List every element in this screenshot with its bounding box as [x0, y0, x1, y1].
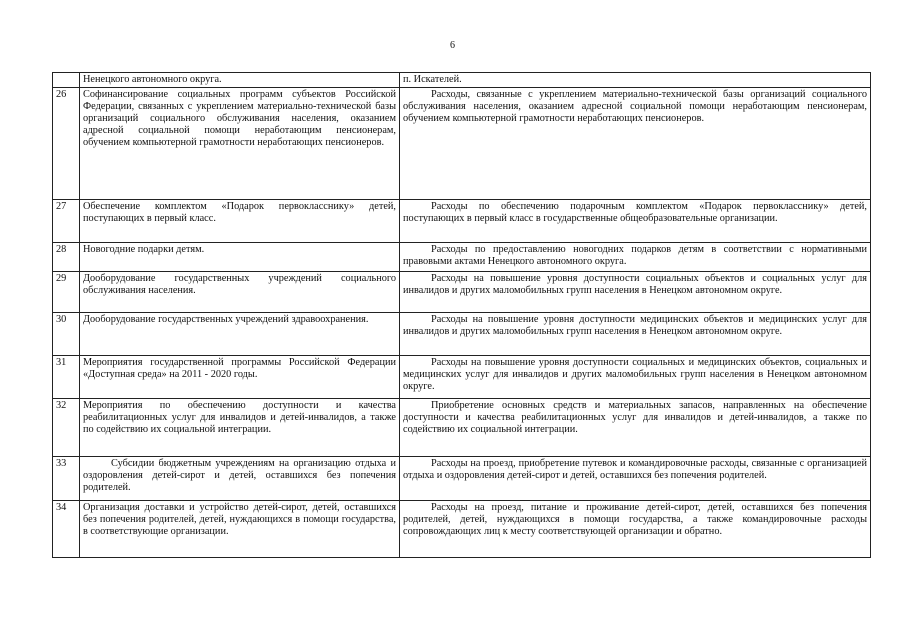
row-number: 30	[53, 313, 80, 356]
row-name: Обеспечение комплектом «Подарок первокласснику» детей, поступающих в первый класс.	[80, 200, 400, 243]
row-description: Расходы по предоставлению новогодних подарков детям в соответствии с нормативными правовыми актами Ненецкого автономного округа.	[400, 243, 871, 272]
row-name: Новогодние подарки детям.	[80, 243, 400, 272]
row-number: 32	[53, 399, 80, 457]
row-name: Ненецкого автономного округа.	[80, 73, 400, 88]
row-description: п. Искателей.	[400, 73, 871, 88]
row-description: Расходы по обеспечению подарочным комплектом «Подарок первокласснику» детей, поступающих в первый класс в государственные общеобразовательные организации.	[400, 200, 871, 243]
table-row	[53, 313, 871, 356]
row-number: 31	[53, 356, 80, 399]
table-row	[53, 399, 871, 457]
table-row	[53, 73, 871, 88]
row-description: Расходы, связанные с укреплением материально-технической базы организаций социального обслуживания населения, оказанием адресной социальной помощи неработающим пенсионерам, обучением компьютерной грамотности неработающих пенсионеров.	[400, 88, 871, 200]
table-row	[53, 457, 871, 501]
row-name: Софинансирование социальных программ субъектов Российской Федерации, связанных с укреплением материально-технической базы организаций социального обслуживания населения, оказанием адресной социальной помощи неработающим пенсионерам, обучением компьютерной грамотности неработающих пенсионеров.	[80, 88, 400, 200]
row-number: 33	[53, 457, 80, 501]
row-description: Расходы на повышение уровня доступности социальных объектов и социальных услуг для инвалидов и других маломобильных групп населения в Ненецком автономном округе.	[400, 272, 871, 313]
row-number: 29	[53, 272, 80, 313]
row-name: Дооборудование государственных учреждений здравоохранения.	[80, 313, 400, 356]
row-description: Приобретение основных средств и материальных запасов, направленных на обеспечение доступности и качества реабилитационных услуг для инвалидов и детей-инвалидов, а также по содействию их социальной интеграции.	[400, 399, 871, 457]
expenses-table	[52, 72, 871, 558]
row-name: Мероприятия государственной программы Российской Федерации «Доступная среда» на 2011 - 2020 годы.	[80, 356, 400, 399]
row-number: 34	[53, 501, 80, 558]
row-description: Расходы на проезд, приобретение путевок и командировочные расходы, связанные с организацией отдыха и оздоровления детей-сирот и детей, оставшихся без попечения родителей.	[400, 457, 871, 501]
table-row	[53, 243, 871, 272]
row-number: 26	[53, 88, 80, 200]
row-number	[53, 73, 80, 88]
row-name: Субсидии бюджетным учреждениям на организацию отдыха и оздоровления детей-сирот и детей, оставшихся без попечения родителей.	[80, 457, 400, 501]
table-row	[53, 200, 871, 243]
row-name: Дооборудование государственных учреждений социального обслуживания населения.	[80, 272, 400, 313]
row-description: Расходы на повышение уровня доступности медицинских объектов и медицинских услуг для инвалидов и других маломобильных групп населения в Ненецком автономном округе.	[400, 313, 871, 356]
row-description: Расходы на повышение уровня доступности социальных и медицинских объектов, социальных и медицинских услуг для инвалидов и других маломобильных групп населения в Ненецком автономном округе.	[400, 356, 871, 399]
row-name: Мероприятия по обеспечению доступности и качества реабилитационных услуг для инвалидов и детей-инвалидов, а также по содействию их социальной интеграции.	[80, 399, 400, 457]
row-description: Расходы на проезд, питание и проживание детей-сирот, детей, оставшихся без попечения родителей, детей, нуждающихся в помощи государства, а также командировочные расходы сопровождающих лиц к месту соответствующей организации и обратно.	[400, 501, 871, 558]
page-number: 6	[450, 40, 455, 51]
row-name: Организация доставки и устройство детей-сирот, детей, оставшихся без попечения родителей, детей, нуждающихся в помощи государства, в соответствующие организации.	[80, 501, 400, 558]
row-number: 27	[53, 200, 80, 243]
table-row	[53, 272, 871, 313]
row-number: 28	[53, 243, 80, 272]
table-row	[53, 88, 871, 200]
table-row	[53, 356, 871, 399]
table-row	[53, 501, 871, 558]
